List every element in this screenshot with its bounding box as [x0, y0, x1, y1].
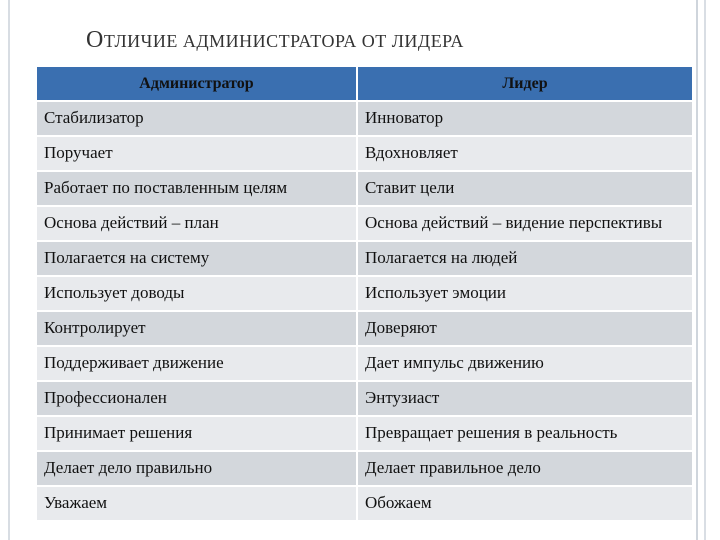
leader-cell: Доверяют: [358, 312, 692, 347]
administrator-cell: Основа действий – план: [37, 207, 358, 242]
administrator-cell: Принимает решения: [37, 417, 358, 452]
administrator-cell: Полагается на систему: [37, 242, 358, 277]
administrator-cell: Делает дело правильно: [37, 452, 358, 487]
slide-title-rest: ТЛИЧИЕ АДМИНИСТРАТОРА ОТ ЛИДЕРА: [103, 31, 464, 51]
table-row: [37, 172, 692, 207]
slide-frame-right-line: [696, 0, 698, 540]
table-row: [37, 487, 692, 522]
table-row: [37, 452, 692, 487]
leader-cell: Ставит цели: [358, 172, 692, 207]
slide-frame-left-line: [8, 0, 10, 540]
leader-cell: Использует эмоции: [358, 277, 692, 312]
table-row: [37, 312, 692, 347]
table-row: [37, 242, 692, 277]
table-header-row: [37, 67, 692, 102]
leader-cell: Инноватор: [358, 102, 692, 137]
table-row: [37, 382, 692, 417]
leader-cell: Основа действий – видение перспективы: [358, 207, 692, 242]
table-row: [37, 102, 692, 137]
header-administrator: Администратор: [37, 67, 358, 102]
slide-frame-right-inner-line: [704, 0, 706, 540]
administrator-cell: Использует доводы: [37, 277, 358, 312]
leader-cell: Превращает решения в реальность: [358, 417, 692, 452]
leader-cell: Энтузиаст: [358, 382, 692, 417]
administrator-cell: Работает по поставленным целям: [37, 172, 358, 207]
slide-title-initial: О: [86, 27, 104, 53]
leader-cell: Полагается на людей: [358, 242, 692, 277]
administrator-cell: Стабилизатор: [37, 102, 358, 137]
comparison-table: [37, 67, 692, 522]
table-row: [37, 137, 692, 172]
leader-cell: Обожаем: [358, 487, 692, 522]
table-row: [37, 417, 692, 452]
header-leader: Лидер: [358, 67, 692, 102]
administrator-cell: Контролирует: [37, 312, 358, 347]
administrator-cell: Уважаем: [37, 487, 358, 522]
administrator-cell: Поддерживает движение: [37, 347, 358, 382]
slide-title: [86, 27, 464, 54]
leader-cell: Делает правильное дело: [358, 452, 692, 487]
leader-cell: Вдохновляет: [358, 137, 692, 172]
table-row: [37, 207, 692, 242]
table-row: [37, 347, 692, 382]
leader-cell: Дает импульс движению: [358, 347, 692, 382]
administrator-cell: Профессионален: [37, 382, 358, 417]
table-row: [37, 277, 692, 312]
administrator-cell: Поручает: [37, 137, 358, 172]
